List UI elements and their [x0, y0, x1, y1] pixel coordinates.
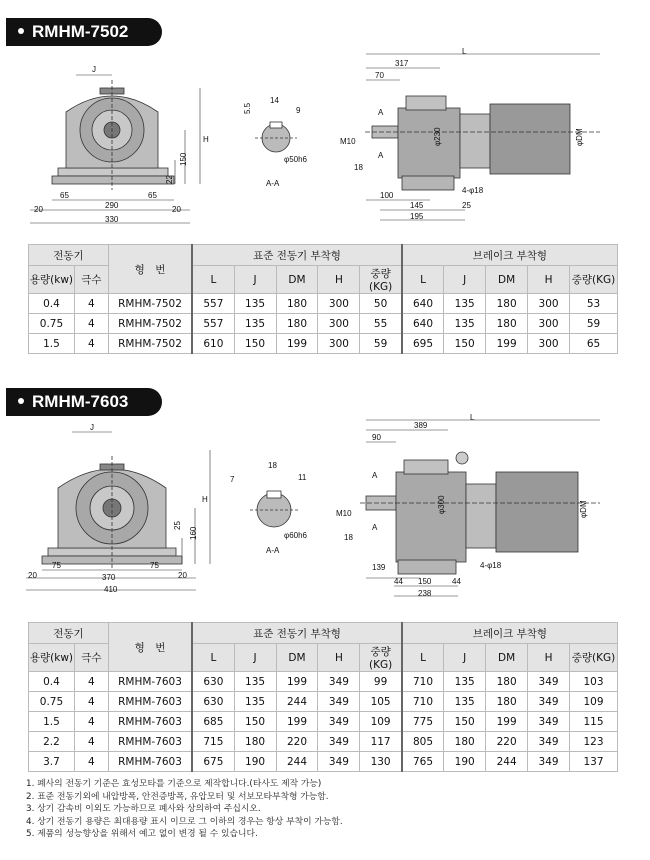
table-cell: 557 [192, 294, 234, 314]
table-cell: 0.4 [29, 294, 75, 314]
header-l: L [402, 644, 444, 672]
table-cell: 180 [486, 314, 528, 334]
table-cell: 4 [74, 732, 108, 752]
header-motor: 전동기 [29, 245, 109, 266]
dim-label: φ230 [433, 127, 442, 146]
dim-label: 317 [395, 59, 409, 68]
table-cell: 2.2 [29, 732, 75, 752]
section2-title-badge [6, 388, 162, 416]
table-cell: 349 [318, 712, 360, 732]
table-cell: 300 [318, 294, 360, 314]
dim-label: 9 [296, 106, 301, 115]
dim-label: 389 [414, 421, 428, 430]
bullet-icon [18, 28, 24, 34]
table-cell: 349 [318, 692, 360, 712]
dim-label: L [470, 413, 475, 422]
header-brake: 브레이크 부착형 [402, 245, 618, 266]
table-cell: 349 [318, 732, 360, 752]
dim-label: 75 [52, 561, 61, 570]
table-cell: 1.5 [29, 712, 75, 732]
dim-label: 4-φ18 [462, 186, 484, 195]
dim-label: A [372, 471, 378, 480]
table-row [29, 672, 618, 692]
table-cell: 300 [318, 334, 360, 354]
header-weight: 중량(KG) [360, 266, 402, 294]
header-l: L [192, 644, 234, 672]
front-view-7502 [52, 80, 174, 190]
dim-label: 44 [452, 577, 461, 586]
table-cell: 4 [74, 712, 108, 732]
table-cell: 53 [570, 294, 618, 314]
header-j: J [444, 644, 486, 672]
table-cell: 50 [360, 294, 402, 314]
table-cell: 710 [402, 692, 444, 712]
table-cell: RMHM-7603 [108, 752, 192, 772]
section1-title: RMHM-7502 [32, 22, 129, 41]
dim-label: 70 [375, 71, 384, 80]
shaft-section-7502 [255, 122, 297, 152]
dim-label: 139 [372, 563, 386, 572]
dim-label: 150 [418, 577, 432, 586]
table-cell: 640 [402, 314, 444, 334]
dim-label: 44 [394, 577, 403, 586]
table-cell: 244 [276, 692, 318, 712]
table-cell: 65 [570, 334, 618, 354]
table-cell: 135 [444, 314, 486, 334]
header-weight: 중량(KG) [570, 266, 618, 294]
table-cell: 4 [74, 672, 108, 692]
dim-label: 150 [179, 152, 188, 166]
table-cell: 300 [318, 314, 360, 334]
table-cell: 180 [276, 314, 318, 334]
dim-label: A [372, 523, 378, 532]
table-row [29, 752, 618, 772]
section2-title: RMHM-7603 [32, 392, 129, 411]
dim-label: 90 [372, 433, 381, 442]
table-cell: 300 [528, 294, 570, 314]
dim-label: 75 [150, 561, 159, 570]
dim-label: φDM [579, 500, 588, 518]
note-item: 2. 표준 전동기외에 내압방폭, 안전증방폭, 유압모터 및 서보모타부착형 가능함. [26, 791, 329, 802]
table-cell: 3.7 [29, 752, 75, 772]
table-cell: 105 [360, 692, 402, 712]
table-cell: 150 [234, 712, 276, 732]
notes-list [26, 778, 343, 841]
note-item: 3. 상기 감속비 이외도 가능하므로 폐사와 상의하여 주십시오. [26, 804, 261, 814]
table-cell: 695 [402, 334, 444, 354]
section1-title-badge [6, 18, 162, 46]
header-brake: 브레이크 부착형 [402, 623, 618, 644]
table-row [29, 692, 618, 712]
dim-label: 330 [105, 215, 119, 224]
spec-table-7603 [28, 622, 618, 772]
table-cell: 199 [276, 334, 318, 354]
header-standard: 표준 전동기 부착형 [192, 623, 402, 644]
table-cell: 103 [570, 672, 618, 692]
table-cell: 685 [192, 712, 234, 732]
table-row [29, 712, 618, 732]
dim-label: 25 [173, 521, 182, 530]
table-cell: 244 [486, 752, 528, 772]
table-cell: 244 [276, 752, 318, 772]
dim-label: 238 [418, 589, 432, 598]
table-cell: 109 [570, 692, 618, 712]
table-cell: RMHM-7502 [108, 294, 192, 314]
dim-label: L [462, 47, 467, 56]
dim-label: φ50h6 [284, 155, 307, 164]
header-h: H [528, 266, 570, 294]
table-cell: 349 [528, 752, 570, 772]
dim-label: J [90, 423, 94, 432]
table-cell: 135 [234, 672, 276, 692]
header-j: J [234, 644, 276, 672]
table-cell: 775 [402, 712, 444, 732]
table-cell: 109 [360, 712, 402, 732]
side-view-7603 [360, 452, 600, 574]
table-cell: 135 [234, 294, 276, 314]
section2-drawing [0, 413, 650, 605]
table-cell: 0.75 [29, 692, 75, 712]
table-cell: 59 [360, 334, 402, 354]
table-row [29, 334, 618, 354]
table-row [29, 294, 618, 314]
dim-label: H [202, 495, 208, 504]
table-cell: 4 [74, 752, 108, 772]
bullet-icon [18, 398, 24, 404]
dim-label: 100 [380, 191, 394, 200]
note-item: 5. 제품의 성능향상을 위해서 예고 없이 변경 될 수 있습니다. [26, 829, 258, 839]
dim-label: 7 [230, 475, 235, 484]
note-item: 4. 상기 전동기 용량은 최대용량 표시 이므로 그 이하의 경우는 항상 부착이 가능함. [26, 816, 343, 827]
table-row [29, 732, 618, 752]
table-cell: RMHM-7502 [108, 314, 192, 334]
table-cell: 4 [74, 294, 108, 314]
dim-label: 160 [189, 526, 198, 540]
table-cell: 135 [234, 314, 276, 334]
header-model: 형 번 [108, 623, 192, 672]
front-view-7603 [42, 456, 182, 570]
table-cell: 117 [360, 732, 402, 752]
table-cell: RMHM-7603 [108, 672, 192, 692]
table-cell: 59 [570, 314, 618, 334]
table-cell: 150 [234, 334, 276, 354]
table-cell: 300 [528, 334, 570, 354]
dim-label: φ60h6 [284, 531, 307, 540]
table-cell: 150 [444, 712, 486, 732]
section1-drawing [0, 47, 650, 230]
table-cell: 99 [360, 672, 402, 692]
table-cell: 220 [276, 732, 318, 752]
table-cell: 710 [402, 672, 444, 692]
table-cell: 349 [528, 692, 570, 712]
header-l: L [192, 266, 234, 294]
header-dm: DM [276, 644, 318, 672]
dim-label: H [203, 135, 209, 144]
table-cell: 630 [192, 672, 234, 692]
table-row [29, 314, 618, 334]
table-cell: 349 [318, 752, 360, 772]
dim-label: 20 [34, 205, 43, 214]
table-cell: 349 [528, 712, 570, 732]
note-item: 1. 폐사의 전동기 기준은 효성모타를 기준으로 제작합니다.(타사도 제작 가능) [26, 779, 322, 789]
table-cell: 199 [486, 712, 528, 732]
dim-label: 14 [270, 96, 279, 105]
table-cell: 190 [234, 752, 276, 772]
header-kw: 용량(kw) [29, 266, 75, 294]
header-standard: 표준 전동기 부착형 [192, 245, 402, 266]
table-cell: 199 [486, 334, 528, 354]
dim-label: 18 [344, 533, 353, 542]
table-cell: 199 [276, 712, 318, 732]
table-cell: RMHM-7603 [108, 732, 192, 752]
header-motor: 전동기 [29, 623, 109, 644]
header-kw: 용량(kw) [29, 644, 75, 672]
header-h: H [318, 644, 360, 672]
table-cell: 805 [402, 732, 444, 752]
table-cell: 137 [570, 752, 618, 772]
dim-label: 18 [354, 163, 363, 172]
dim-label: 18 [268, 461, 277, 470]
header-weight: 중량(KG) [360, 644, 402, 672]
header-pole: 극수 [74, 266, 108, 294]
dim-label: 410 [104, 585, 118, 594]
header-h: H [528, 644, 570, 672]
dim-label: 195 [410, 212, 424, 221]
dim-label: 25 [462, 201, 471, 210]
table-cell: 300 [528, 314, 570, 334]
dim-label: 65 [148, 191, 157, 200]
dim-label: A [378, 151, 384, 160]
header-dm: DM [276, 266, 318, 294]
dim-label: M10 [336, 509, 352, 518]
table-cell: 135 [234, 692, 276, 712]
dim-label: 290 [105, 201, 119, 210]
table-cell: 180 [444, 732, 486, 752]
table-cell: RMHM-7502 [108, 334, 192, 354]
side-view-7502 [365, 96, 600, 190]
table-cell: 1.5 [29, 334, 75, 354]
header-weight: 중량(KG) [570, 644, 618, 672]
table-cell: 675 [192, 752, 234, 772]
table-cell: 557 [192, 314, 234, 334]
table-cell: 349 [318, 672, 360, 692]
dim-label: A-A [266, 546, 280, 555]
table-cell: 4 [74, 692, 108, 712]
table-cell: 150 [444, 334, 486, 354]
table-cell: 180 [234, 732, 276, 752]
table-cell: 199 [276, 672, 318, 692]
dim-label: 65 [60, 191, 69, 200]
dim-label: 4-φ18 [480, 561, 502, 570]
dim-label: A-A [266, 179, 280, 188]
table-cell: 349 [528, 732, 570, 752]
table-cell: 135 [444, 672, 486, 692]
table-cell: 135 [444, 294, 486, 314]
table-cell: 220 [486, 732, 528, 752]
dim-label: 20 [28, 571, 37, 580]
table-cell: 135 [444, 692, 486, 712]
spec-table-7502 [28, 244, 618, 354]
table-cell: 180 [486, 294, 528, 314]
table-cell: 4 [74, 334, 108, 354]
table-cell: 4 [74, 314, 108, 334]
dim-label: 145 [410, 201, 424, 210]
table-cell: 180 [276, 294, 318, 314]
table-cell: 0.75 [29, 314, 75, 334]
dim-label: 5.5 [243, 102, 252, 114]
table-cell: 640 [402, 294, 444, 314]
table-cell: 55 [360, 314, 402, 334]
table-cell: RMHM-7603 [108, 712, 192, 732]
dim-label: 20 [178, 571, 187, 580]
dim-label: φDM [575, 128, 584, 146]
header-l: L [402, 266, 444, 294]
table-cell: 115 [570, 712, 618, 732]
table-cell: 190 [444, 752, 486, 772]
table-cell: 130 [360, 752, 402, 772]
dim-label: M10 [340, 137, 356, 146]
header-model: 형 번 [108, 245, 192, 294]
header-dm: DM [486, 644, 528, 672]
dim-label: 20 [172, 205, 181, 214]
dim-label: A [378, 108, 384, 117]
shaft-section-7603 [250, 491, 298, 527]
dim-label: J [92, 65, 96, 74]
header-dm: DM [486, 266, 528, 294]
table-cell: 349 [528, 672, 570, 692]
table-cell: 610 [192, 334, 234, 354]
header-j: J [234, 266, 276, 294]
table-cell: 630 [192, 692, 234, 712]
table-cell: 123 [570, 732, 618, 752]
table-cell: 180 [486, 672, 528, 692]
header-h: H [318, 266, 360, 294]
table-cell: 0.4 [29, 672, 75, 692]
table-cell: 715 [192, 732, 234, 752]
table-cell: 765 [402, 752, 444, 772]
table-cell: 180 [486, 692, 528, 712]
dim-label: 370 [102, 573, 116, 582]
dim-label: 22 [165, 175, 174, 184]
table-cell: RMHM-7603 [108, 692, 192, 712]
header-pole: 극수 [74, 644, 108, 672]
header-j: J [444, 266, 486, 294]
dim-label: φ300 [437, 495, 446, 514]
dim-label: 11 [298, 473, 307, 482]
